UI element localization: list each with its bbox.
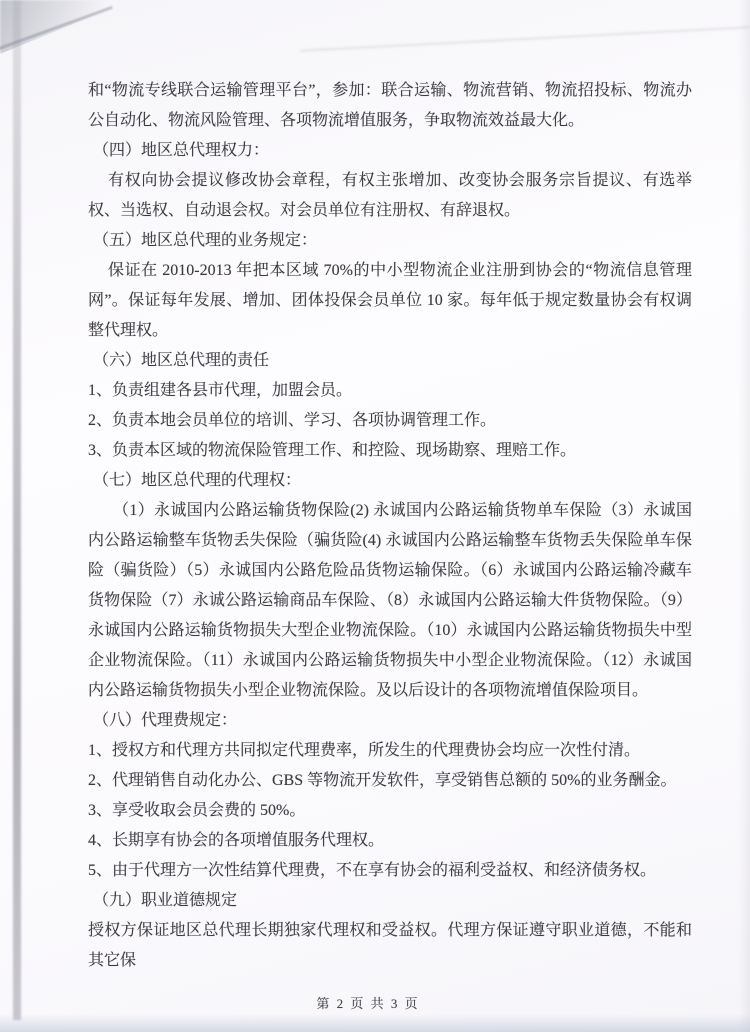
corner-crease-line — [0, 6, 113, 51]
para-ethics-continuation: 授权方保证地区总代理长期独家代理权和受益权。代理方保证遵守职业道德，不能和其它保 — [88, 922, 692, 969]
heading-section-8: （八）代理费规定： — [93, 712, 238, 729]
para-business-rules: 保证在 2010-2013 年把本区域 70%的中小型物流企业注册到协会的“物流信息管理网”。保证每年发展、增加、团体投保会员单位 10 家。每年低于规定数量协会有权调整代理权。 — [88, 262, 692, 339]
page-number-footer: 第 2 页 共 3 页 — [316, 996, 420, 1011]
heading-section-5: （五）地区总代理的业务规定： — [93, 232, 318, 249]
heading-section-4: （四）地区总代理权力： — [93, 142, 270, 159]
duty-item-1: 1、负责组建各县市代理，加盟会员。 — [88, 382, 353, 399]
heading-section-7: （七）地区总代理的代理权： — [93, 472, 302, 489]
duty-item-3: 3、负责本区域的物流保险管理工作、和控险、现场勘察、理赔工作。 — [88, 442, 577, 459]
fee-item-5: 5、由于代理方一次性结算代理费，不在享有协会的福利受益权、和经济债务权。 — [88, 862, 657, 879]
para-agent-rights: 有权向协会提议修改协会章程，有权主张增加、改变协会服务宗旨提议、有选举权、当选权、自动退会权。对会员单位有注册权、有辞退权。 — [88, 172, 692, 219]
fee-item-3: 3、享受收取会员会费的 50%。 — [88, 802, 306, 819]
fee-item-2: 2、代理销售自动化办公、GBS 等物流开发软件，享受销售总额的 50%的业务酬金。 — [88, 772, 677, 789]
para-insurance-list: （1）永诚国内公路运输货物保险(2) 永诚国内公路运输货物单车保险（3）永诚国内公路运输整车货物丢失保险（骗货险(4) 永诚国内公路运输整车货物丢失保险单车保险（骗货险）（5）永诚国内公路危险品货物运输保险。（6）永诚国内公路运输冷藏车货物保险（7）永诚公路运输商品车保险、（8）永诚国内公路运输大件货物保险。（9）永诚国内公路运输货物损失大型企业物流保险。（10）永诚国内公路运输货物损失中型企业物流保险。（11）永诚国内公路运输货物损失中小型企业物流保险。（12）永诚国内公路运输货物损失小型企业物流保险。及以后设计的各项物流增值保险项目。 — [88, 502, 692, 699]
fee-item-1: 1、授权方和代理方共同拟定代理费率，所发生的代理费协会均应一次性付清。 — [88, 742, 641, 759]
heading-section-6: （六）地区总代理的责任 — [93, 352, 270, 369]
fee-item-4: 4、长期享有协会的各项增值服务代理权。 — [88, 832, 385, 849]
para-continuation-top: 和“物流专线联合运输管理平台”，参加：联合运输、物流营销、物流招投标、物流办公自动化、物流风险管理、各项物流增值服务，争取物流效益最大化。 — [88, 82, 692, 129]
page-left-edge-shadow — [13, 0, 21, 1020]
heading-section-9: （九）职业道德规定 — [93, 892, 238, 909]
document-body — [88, 76, 692, 1019]
duty-item-2: 2、负责本地会员单位的培训、学习、各项协调管理工作。 — [88, 412, 497, 429]
paper-crease — [300, 26, 749, 52]
corner-fold-shadow — [0, 0, 132, 54]
page-right-edge-shade — [738, 0, 750, 1032]
